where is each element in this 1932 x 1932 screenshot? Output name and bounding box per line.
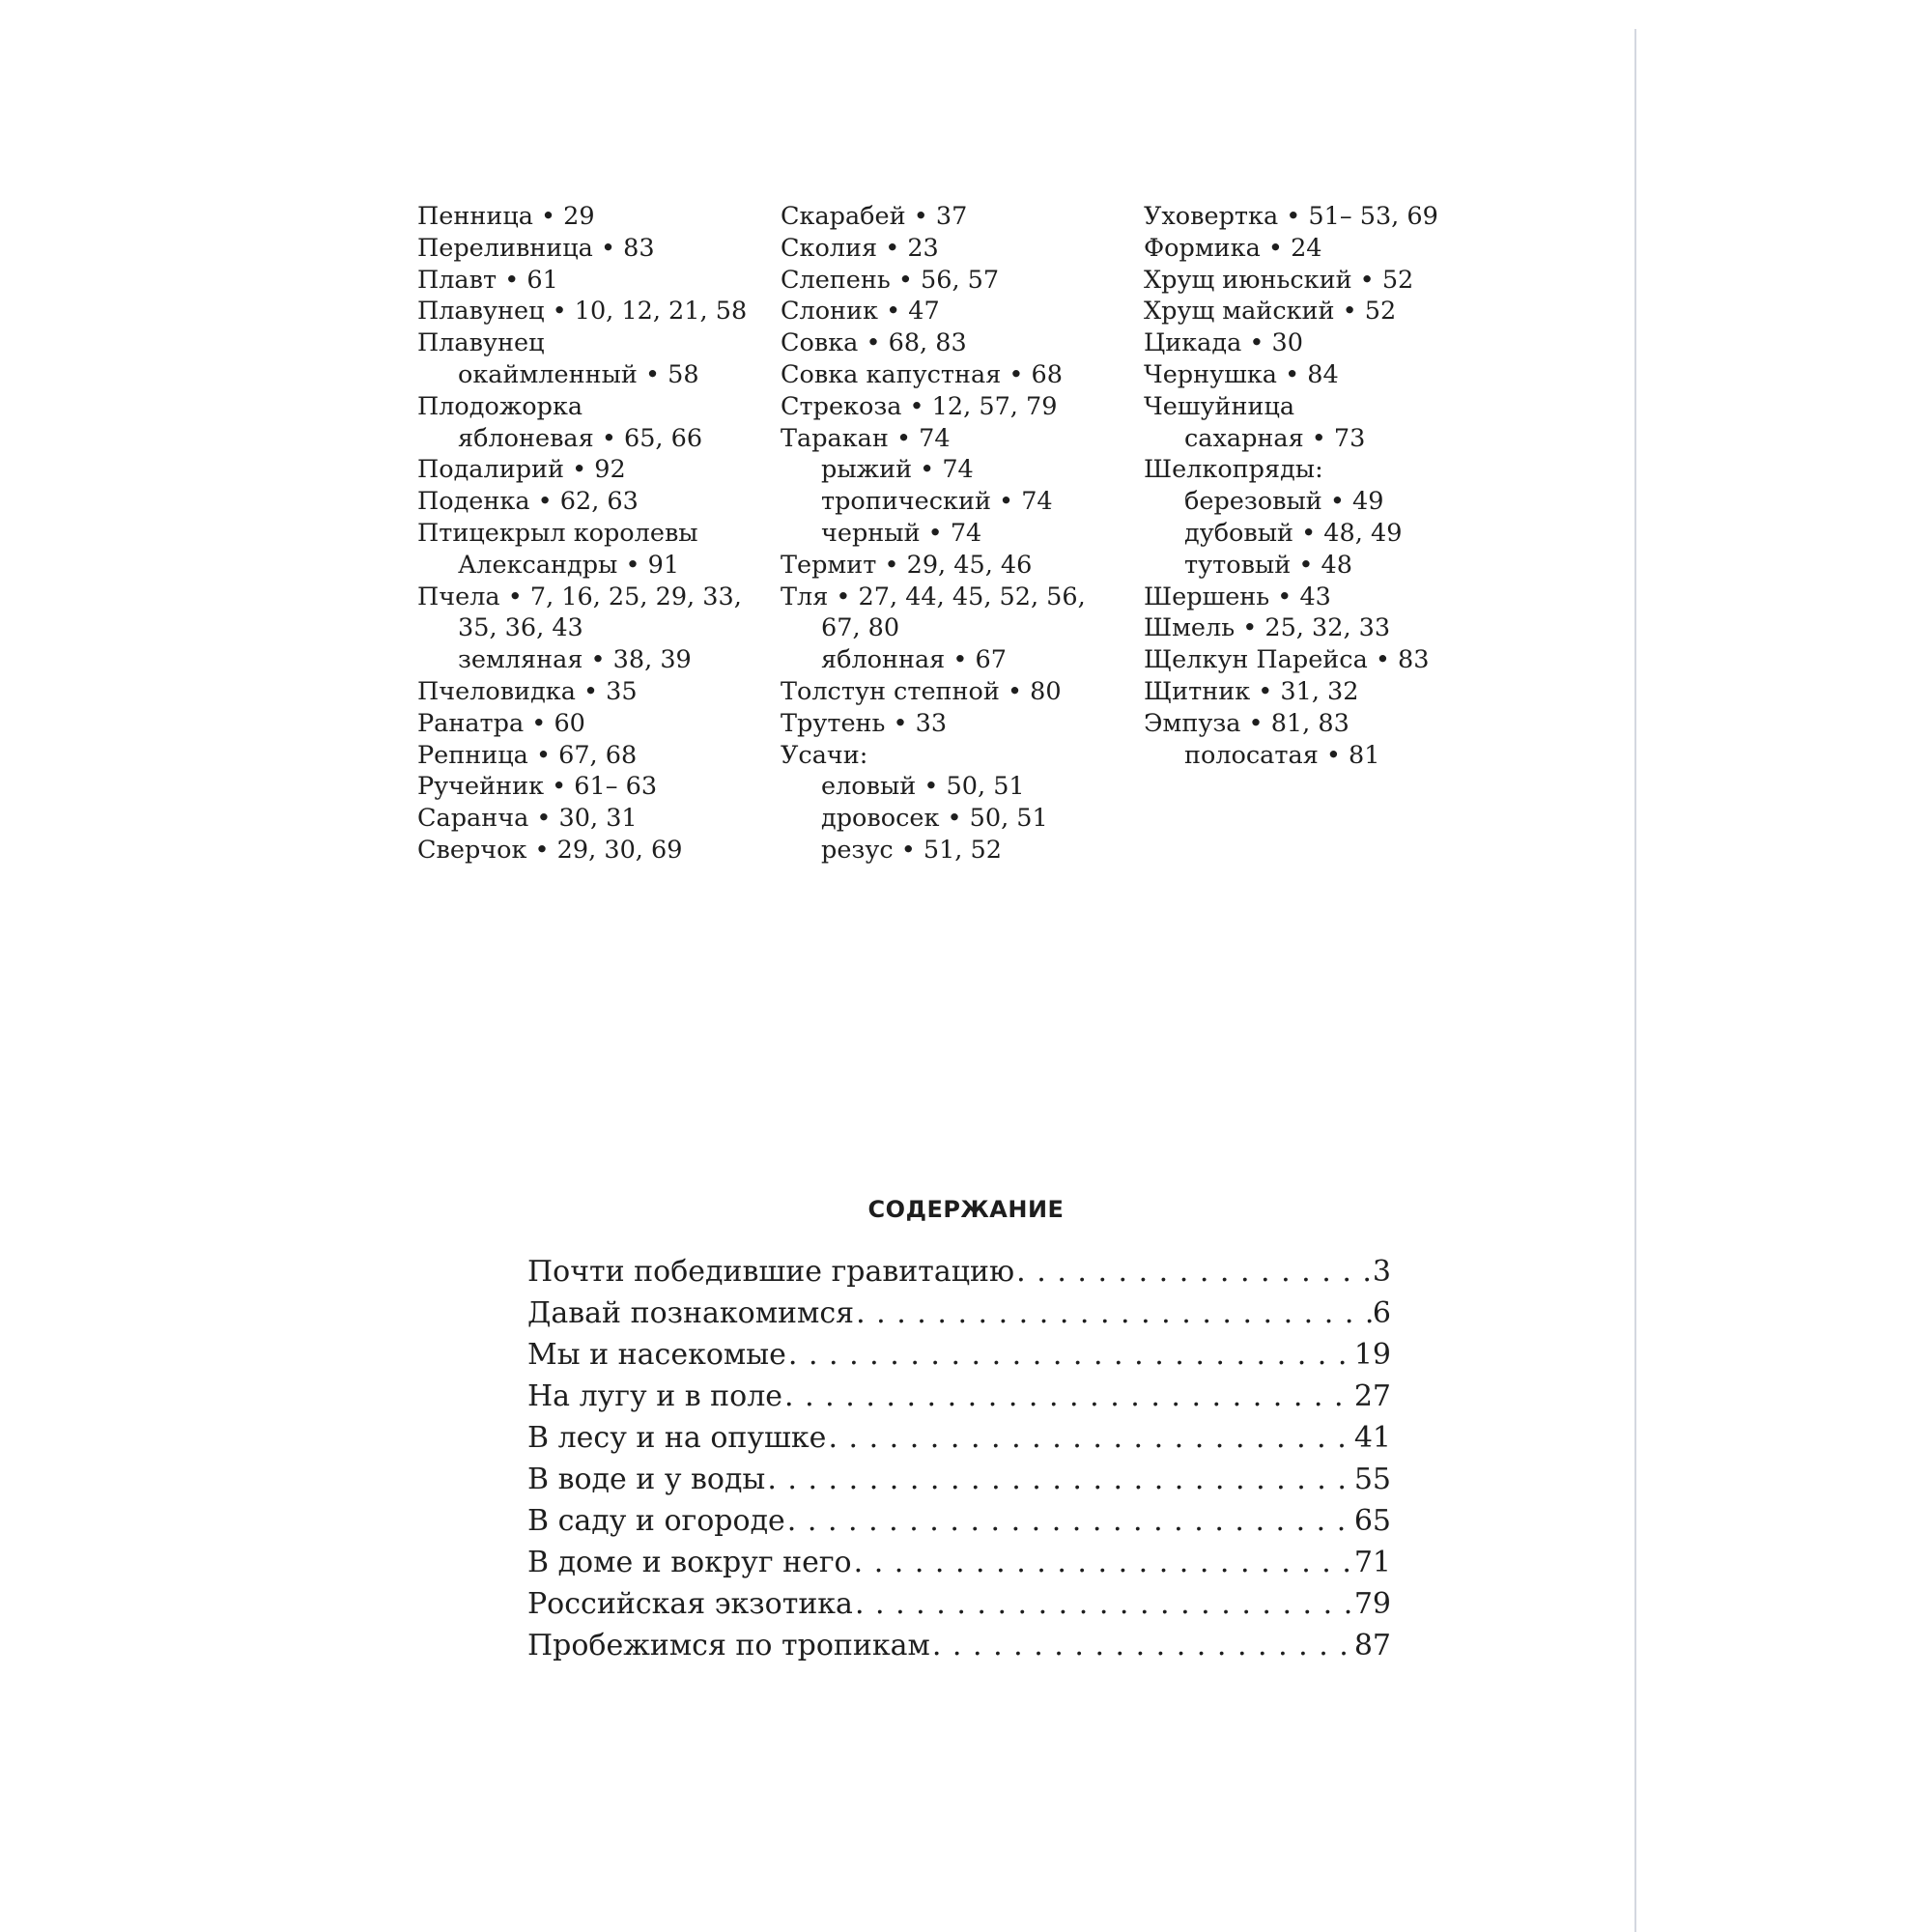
index-entry: Репница • 67, 68 [417, 740, 638, 770]
toc-dot-leader [785, 1500, 1354, 1542]
index-entry: рыжий • 74 [821, 455, 974, 485]
index-entry: дровосек • 50, 51 [821, 804, 1048, 834]
index-entry: Пчела • 7, 16, 25, 29, 33, [417, 582, 742, 611]
index-entry: Стрекоза • 12, 57, 79 [781, 391, 1058, 421]
index-entry: Щитник • 31, 32 [1144, 676, 1359, 706]
index-entry: Трутень • 33 [781, 708, 948, 738]
index-entry: березовый • 49 [1184, 487, 1384, 517]
toc-title: Российская экзотика [527, 1587, 853, 1621]
toc-title: В саду и огороде [527, 1504, 785, 1538]
toc-title: В лесу и на опушке [527, 1421, 827, 1455]
index-entry: сахарная • 73 [1184, 423, 1366, 453]
index-entry: земляная • 38, 39 [458, 645, 692, 675]
index-entry: Сколия • 23 [781, 233, 939, 263]
index-entry: Сверчок • 29, 30, 69 [417, 835, 683, 865]
table-of-contents [527, 1251, 1391, 1666]
toc-page-number: 27 [1353, 1379, 1391, 1413]
index-entry: Ручейник • 61– 63 [417, 772, 658, 802]
toc-title: В доме и вокруг него [527, 1546, 852, 1579]
index-entry: Термит • 29, 45, 46 [781, 550, 1033, 580]
index-entry: Толстун степной • 80 [781, 676, 1062, 706]
toc-page-number: 87 [1353, 1629, 1391, 1662]
toc-dot-leader [786, 1334, 1354, 1376]
index-entry: Плодожорка [417, 391, 583, 421]
index-column-2 [781, 201, 1086, 867]
index-entry: окаймленный • 58 [458, 359, 699, 389]
toc-row [527, 1500, 1391, 1542]
toc-row [527, 1334, 1391, 1376]
toc-row [527, 1376, 1391, 1417]
index-entry: Шмель • 25, 32, 33 [1144, 613, 1391, 643]
index-entry: дубовый • 48, 49 [1184, 518, 1403, 548]
toc-page-number: 65 [1353, 1504, 1391, 1538]
index-entry: черный • 74 [821, 518, 982, 548]
toc-dot-leader [782, 1376, 1354, 1417]
toc-heading: СОДЕРЖАНИЕ [867, 1196, 1065, 1223]
toc-page-number: 6 [1372, 1296, 1391, 1330]
index-entry: яблонная • 67 [821, 645, 1007, 675]
toc-dot-leader [765, 1459, 1353, 1500]
index-entry: Плавунец • 10, 12, 21, 58 [417, 297, 748, 327]
index-entry: Пенница • 29 [417, 202, 595, 231]
index-entry: Переливница • 83 [417, 233, 655, 263]
toc-page-number: 19 [1353, 1338, 1391, 1372]
toc-dot-leader [826, 1417, 1353, 1459]
index-entry: Шелкопряды: [1144, 455, 1323, 485]
toc-row [527, 1459, 1391, 1500]
index-entry: резус • 51, 52 [821, 835, 1002, 865]
toc-page-number: 79 [1353, 1587, 1391, 1621]
toc-dot-leader [930, 1625, 1354, 1666]
index-entry: Пчеловидка • 35 [417, 676, 638, 706]
index-entry: яблоневая • 65, 66 [458, 423, 703, 453]
toc-title: Почти победившие гравитацию [527, 1255, 1015, 1289]
index-entry: 35, 36, 43 [458, 613, 583, 643]
toc-dot-leader [854, 1293, 1373, 1334]
toc-page-number: 71 [1353, 1546, 1391, 1579]
toc-title: Пробежимся по тропикам [527, 1629, 930, 1662]
index-entry: полосатая • 81 [1184, 740, 1380, 770]
index-entry: еловый • 50, 51 [821, 772, 1025, 802]
index-entry: Формика • 24 [1144, 233, 1322, 263]
index-entry: Саранча • 30, 31 [417, 804, 638, 834]
toc-page-number: 41 [1353, 1421, 1391, 1455]
index-entry: Таракан • 74 [781, 423, 951, 453]
toc-row [527, 1417, 1391, 1459]
toc-row [527, 1251, 1391, 1293]
index-entry: Шершень • 43 [1144, 582, 1331, 611]
toc-title: На лугу и в поле [527, 1379, 783, 1413]
toc-title: Мы и насекомые [527, 1338, 786, 1372]
index-entry: Уховертка • 51– 53, 69 [1144, 202, 1438, 231]
toc-dot-leader [853, 1583, 1354, 1625]
index-entry: Ранатра • 60 [417, 708, 585, 738]
index-entry: тутовый • 48 [1184, 550, 1352, 580]
index-entry: 67, 80 [821, 613, 900, 643]
index-entry: Плавунец [417, 328, 545, 358]
index-entry: Чернушка • 84 [1144, 359, 1339, 389]
toc-title: Давай познакомимся [527, 1296, 855, 1330]
index-entry: Тля • 27, 44, 45, 52, 56, [781, 582, 1086, 611]
index-entry: Поденка • 62, 63 [417, 487, 639, 517]
toc-dot-leader [852, 1542, 1354, 1583]
index-entry: Александры • 91 [458, 550, 680, 580]
index-entry: Подалирий • 92 [417, 455, 626, 485]
toc-title: В воде и у воды [527, 1463, 766, 1496]
toc-page-number: 3 [1372, 1255, 1391, 1289]
index-column-1 [417, 201, 747, 867]
index-entry: Слепень • 56, 57 [781, 265, 1000, 295]
index-entry: Хрущ июньский • 52 [1144, 265, 1414, 295]
index-entry: Совка • 68, 83 [781, 328, 967, 358]
index-column-3 [1144, 201, 1438, 771]
index-entry: Щелкун Парейса • 83 [1144, 645, 1430, 675]
index-entry: Эмпуза • 81, 83 [1144, 708, 1350, 738]
toc-row [527, 1293, 1391, 1334]
index-entry: Усачи: [781, 740, 868, 770]
index-entry: тропический • 74 [821, 487, 1053, 517]
toc-row [527, 1625, 1391, 1666]
toc-row [527, 1542, 1391, 1583]
page-edge [1634, 29, 1636, 1932]
index-entry: Плавт • 61 [417, 265, 558, 295]
index-entry: Слоник • 47 [781, 297, 940, 327]
toc-dot-leader [1014, 1251, 1373, 1293]
index-entry: Скарабей • 37 [781, 202, 968, 231]
index-entry: Цикада • 30 [1144, 328, 1303, 358]
toc-row [527, 1583, 1391, 1625]
index-entry: Совка капустная • 68 [781, 359, 1063, 389]
index-entry: Хрущ майский • 52 [1144, 297, 1397, 327]
index-entry: Чешуйница [1144, 391, 1295, 421]
toc-page-number: 55 [1353, 1463, 1391, 1496]
index-entry: Птицекрыл королевы [417, 518, 698, 548]
